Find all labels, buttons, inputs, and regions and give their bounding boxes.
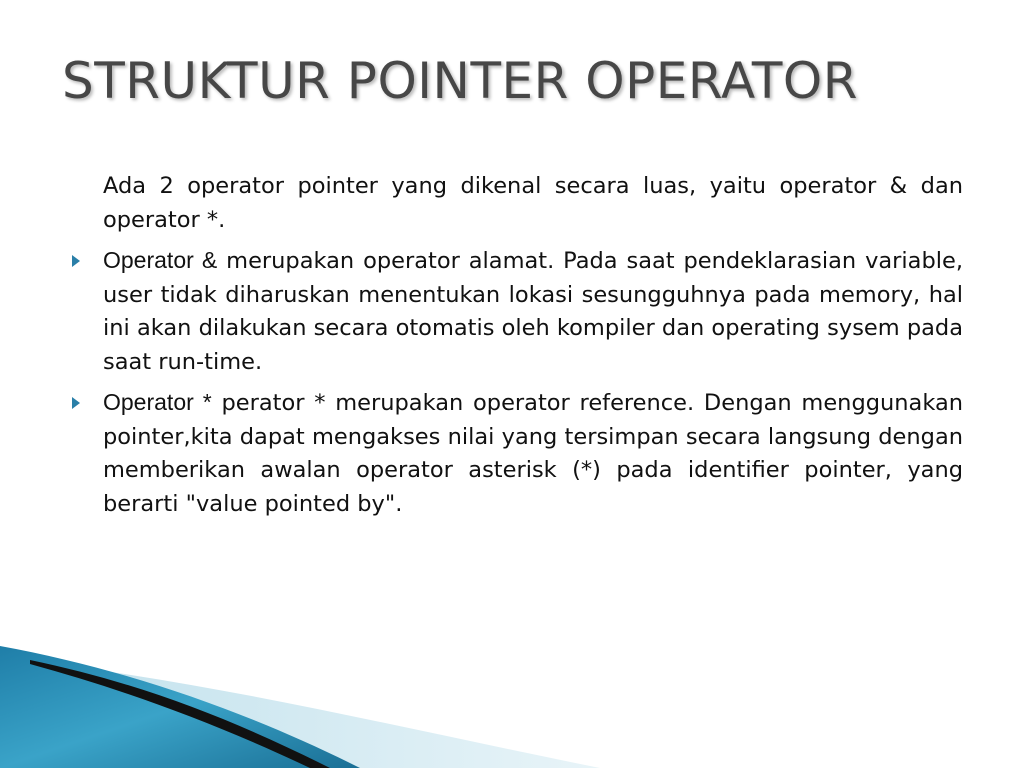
bullet-term: Operator & (103, 247, 218, 273)
triangle-bullet-icon (72, 255, 80, 267)
triangle-bullet-icon (72, 397, 80, 409)
slide-content (68, 170, 963, 528)
intro-text: Ada 2 operator pointer yang dikenal secara luas, yaitu operator & dan operator *. (103, 173, 963, 233)
bullet-text: merupakan operator alamat. Pada saat pendeklarasian variable, user tidak diharuskan menentukan lokasi sesungguhnya pada memory, hal ini akan dilakukan secara otomatis oleh kompiler dan operating sysem pada saat run-time. (103, 248, 963, 375)
bullet-item-address-operator (68, 244, 963, 379)
bullet-text: perator * merupakan operator reference. Dengan menggunakan pointer,kita dapat mengakses nilai yang tersimpan secara langsung dengan memberikan awalan operator asterisk (*) pada identifier pointer, yang berarti "value pointed by". (103, 390, 964, 517)
decorative-wave-graphic (0, 638, 1024, 768)
slide-title: STRUKTUR POINTER OPERATOR (62, 52, 858, 110)
intro-paragraph (68, 170, 963, 237)
bullet-term: Operator * (103, 389, 212, 415)
bullet-item-reference-operator (68, 386, 963, 521)
